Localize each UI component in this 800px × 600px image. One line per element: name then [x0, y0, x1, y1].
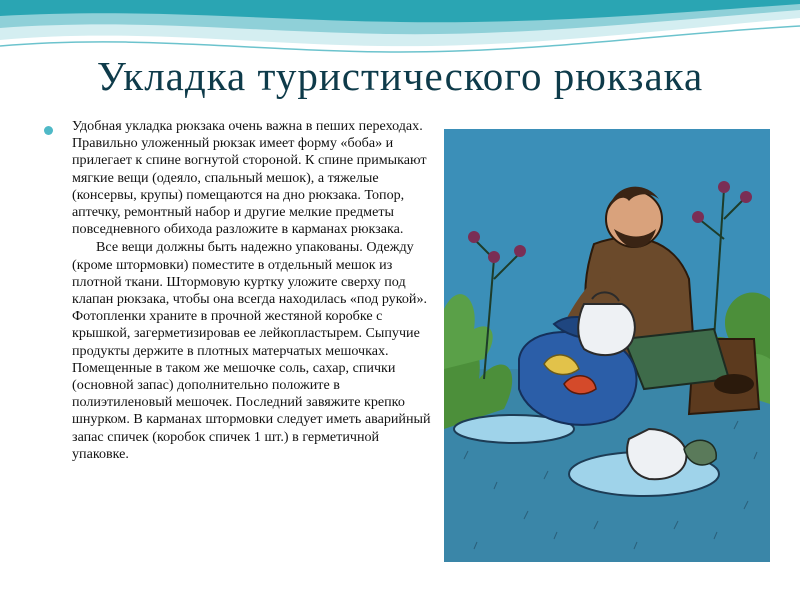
bullet-icon [44, 126, 53, 135]
hiker-packing-illustration [444, 129, 770, 562]
hiker-legs [624, 329, 729, 389]
slide-title: Укладка туристического рюкзака [96, 53, 704, 99]
white-sack [578, 304, 635, 355]
paragraph-1: Удобная укладка рюкзака очень важна в пеших переходах. Правильно уложенный рюкзак имеет форму «боба» и прилегает к спине вогнутой стороной. К спине примыкают мягкие вещи (одеяло, спальный мешок), а тяжелые (консервы, крупы) помещаются на дно рюкзака. Топор, аптечку, ремонтный набор и другие мелкие предметы повседневного обихода разложите в карманах рюкзака. [72, 118, 427, 238]
paragraph-2: Все вещи должны быть надежно упакованы. Одежду (кроме штормовки) поместите в отдельный мешок из плотной ткани. Штормовую куртку уложите сверху под клапан рюкзака, чтобы она всегда находилась «под рукой». Фотопленки храните в прочной жестяной коробке с крышкой, загерметизировав ее лейкопластырем. Сыпучие продукты держите в плотных матерчатых мешочках. Помещенные в таком же мешочке соль, сахар, спички (основной запас) дополнительно положите в полиэтиленовый мешочек. Последний завяжите крепко шнурком. В карманах штормовки следует иметь аварийный запас спичек (коробок спичек 1 шт.) в герметичной упаковке. [72, 239, 431, 462]
hiker-boot [714, 374, 754, 394]
body-text [72, 118, 434, 463]
